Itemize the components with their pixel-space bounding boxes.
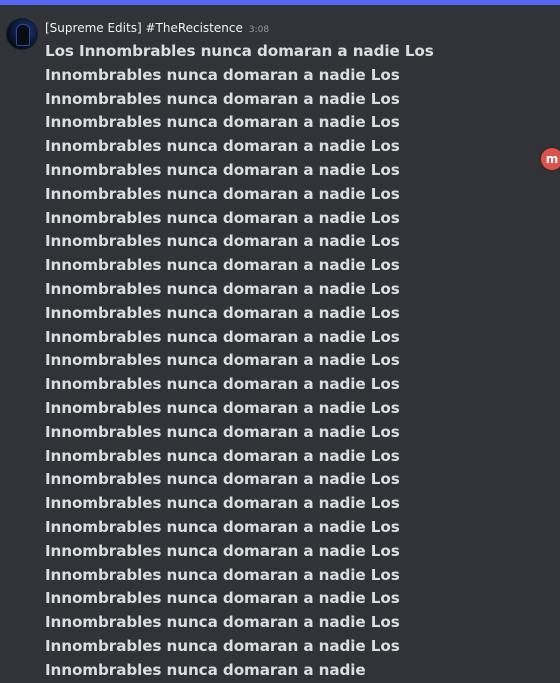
avatar-figure [16,24,30,46]
timestamp: 3:08 [248,25,270,35]
message-header [45,21,269,35]
app-logo-glyph: m [545,152,559,166]
avatar[interactable] [6,18,38,50]
message-content: Los Innombrables nunca domaran a nadie Los Innombrables nunca domaran a nadie Los Innombrables nunca domaran a nadie Los Innombrables nunca domaran a nadie Los Innombrables nunca domaran a nadie Los Innombrables nunca domaran a nadie Los Innombrables nunca domaran a nadie Los Innombrables nunca domaran a nadie Los Innombrables nunca domaran a nadie Los Innombrables nunca domaran a nadie Los Innombrables nunca domaran a nadie Los Innombrables nunca domaran a nadie Los Innombrables nunca domaran a nadie Los Innombrables nunca domaran a nadie Los Innombrables nunca domaran a nadie Los Innombrables nunca domaran a nadie Los Innombrables nunca domaran a nadie Los Innombrables nunca domaran a nadie Los Innombrables nunca domaran a nadie Los Innombrables nunca domaran a nadie Los Innombrables nunca domaran a nadie Los Innombrables nunca domaran a nadie Los Innombrables nunca domaran a nadie Los Innombrables nunca domaran a nadie Los Innombrables nunca domaran a nadie Los Innombrables nunca domaran a nadie Los Innombrables nunca domaran a nadie [45,42,434,679]
username[interactable]: [Supreme Edits] #TheRecistence [45,21,243,35]
app-logo-icon[interactable] [541,148,560,170]
top-banner [0,0,560,5]
